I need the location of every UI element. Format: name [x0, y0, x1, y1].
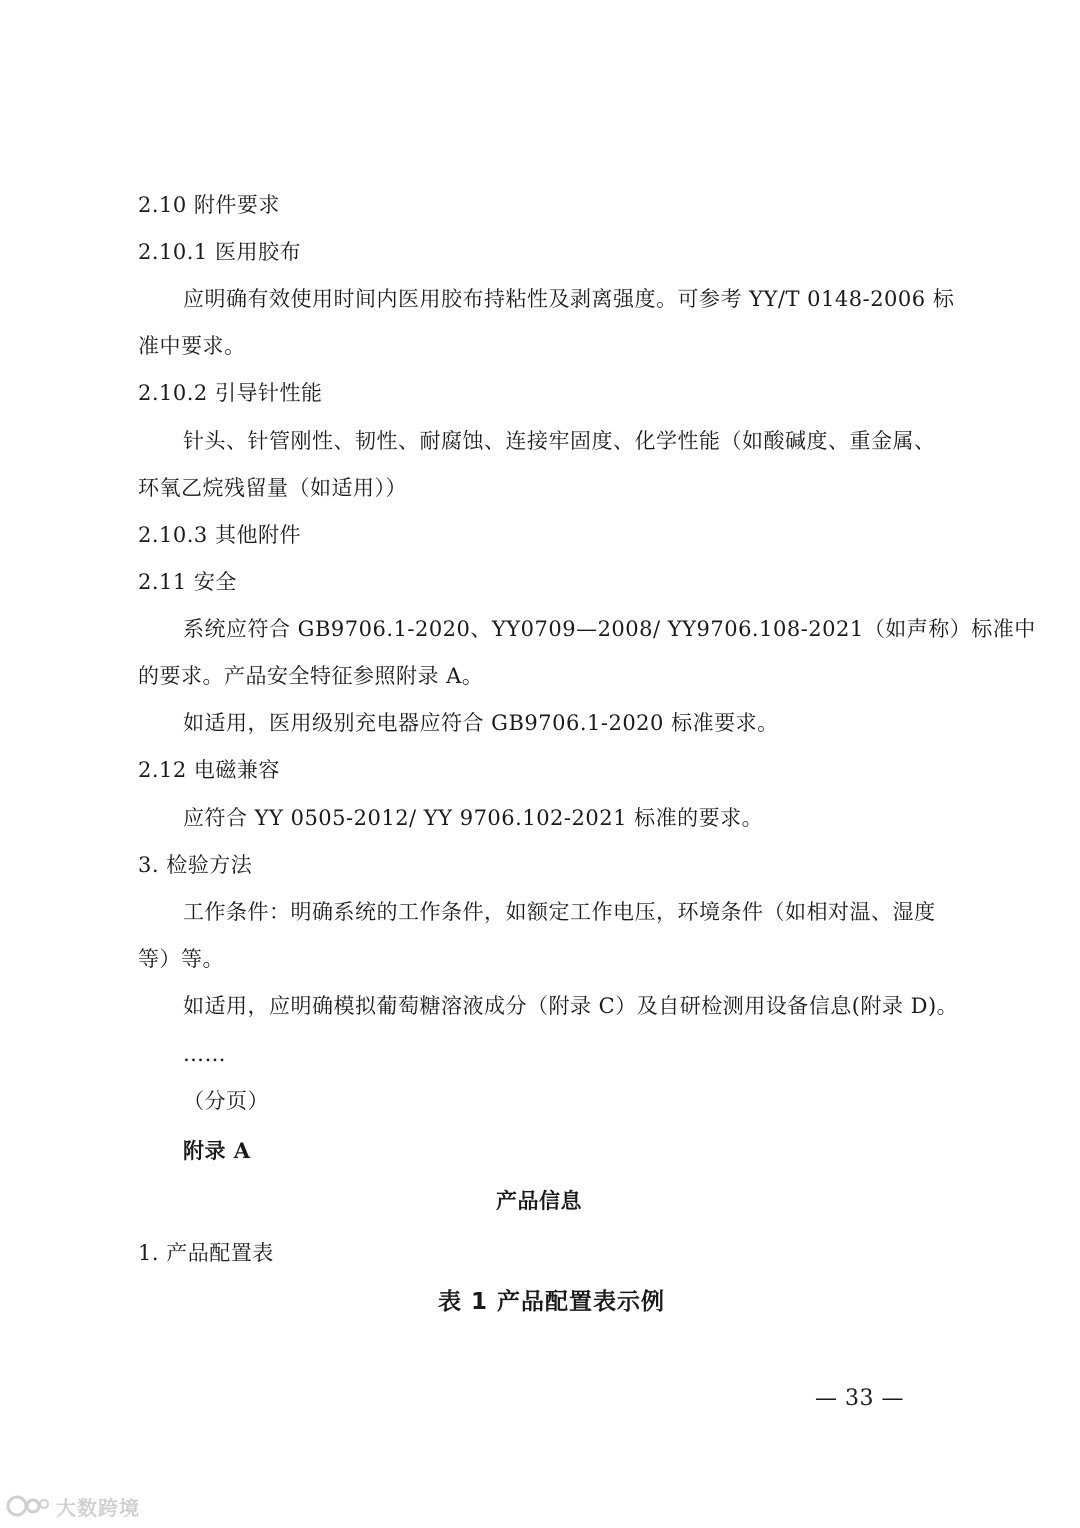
watermark — [6, 1492, 140, 1520]
dashuju-logo-icon — [6, 1493, 50, 1519]
page-break-note: （分页） — [183, 1089, 269, 1113]
heading-2-12: 2.12 电磁兼容 — [138, 758, 280, 782]
paragraph-line: 系统应符合 GB9706.1-2020、YY0709—2008/ YY9706.108-2021（如声称）标准中 — [183, 617, 1036, 641]
paragraph-line: 应明确有效使用时间内医用胶布持粘性及剥离强度。可参考 YY/T 0148-2006 标 — [183, 287, 955, 311]
paragraph-line: 如适用，应明确模拟葡萄糖溶液成分（附录 C）及自研检测用设备信息(附录 D)。 — [183, 994, 959, 1018]
table-caption: 表 1 产品配置表示例 — [438, 1289, 666, 1315]
paragraph-line: 工作条件：明确系统的工作条件，如额定工作电压，环境条件（如相对温、湿度 — [183, 900, 936, 924]
section-1-heading: 1. 产品配置表 — [138, 1241, 274, 1265]
appendix-heading: 产品信息 — [496, 1188, 582, 1213]
heading-3: 3. 检验方法 — [138, 853, 253, 877]
appendix-title: 附录 A — [183, 1138, 251, 1163]
paragraph-line: 准中要求。 — [138, 334, 246, 358]
paragraph-line: 环氧乙烷残留量（如适用）） — [138, 476, 407, 500]
paragraph-line: 针头、针管刚性、韧性、耐腐蚀、连接牢固度、化学性能（如酸碱度、重金属、 — [183, 429, 936, 453]
paragraph-line: 等）等。 — [138, 947, 224, 971]
heading-2-10: 2.10 附件要求 — [138, 193, 280, 217]
watermark-text: 大数跨境 — [56, 1495, 140, 1520]
paragraph-line: 如适用，医用级别充电器应符合 GB9706.1-2020 标准要求。 — [183, 711, 779, 735]
heading-2-10-1: 2.10.1 医用胶布 — [138, 240, 301, 264]
ellipsis: …… — [183, 1042, 226, 1066]
heading-2-11: 2.11 安全 — [138, 570, 237, 594]
page-number: — 33 — — [815, 1386, 904, 1411]
paragraph-line: 的要求。产品安全特征参照附录 A。 — [138, 664, 484, 688]
heading-2-10-3: 2.10.3 其他附件 — [138, 523, 301, 547]
paragraph-line: 应符合 YY 0505-2012/ YY 9706.102-2021 标准的要求。 — [183, 806, 764, 830]
heading-2-10-2: 2.10.2 引导针性能 — [138, 381, 323, 405]
